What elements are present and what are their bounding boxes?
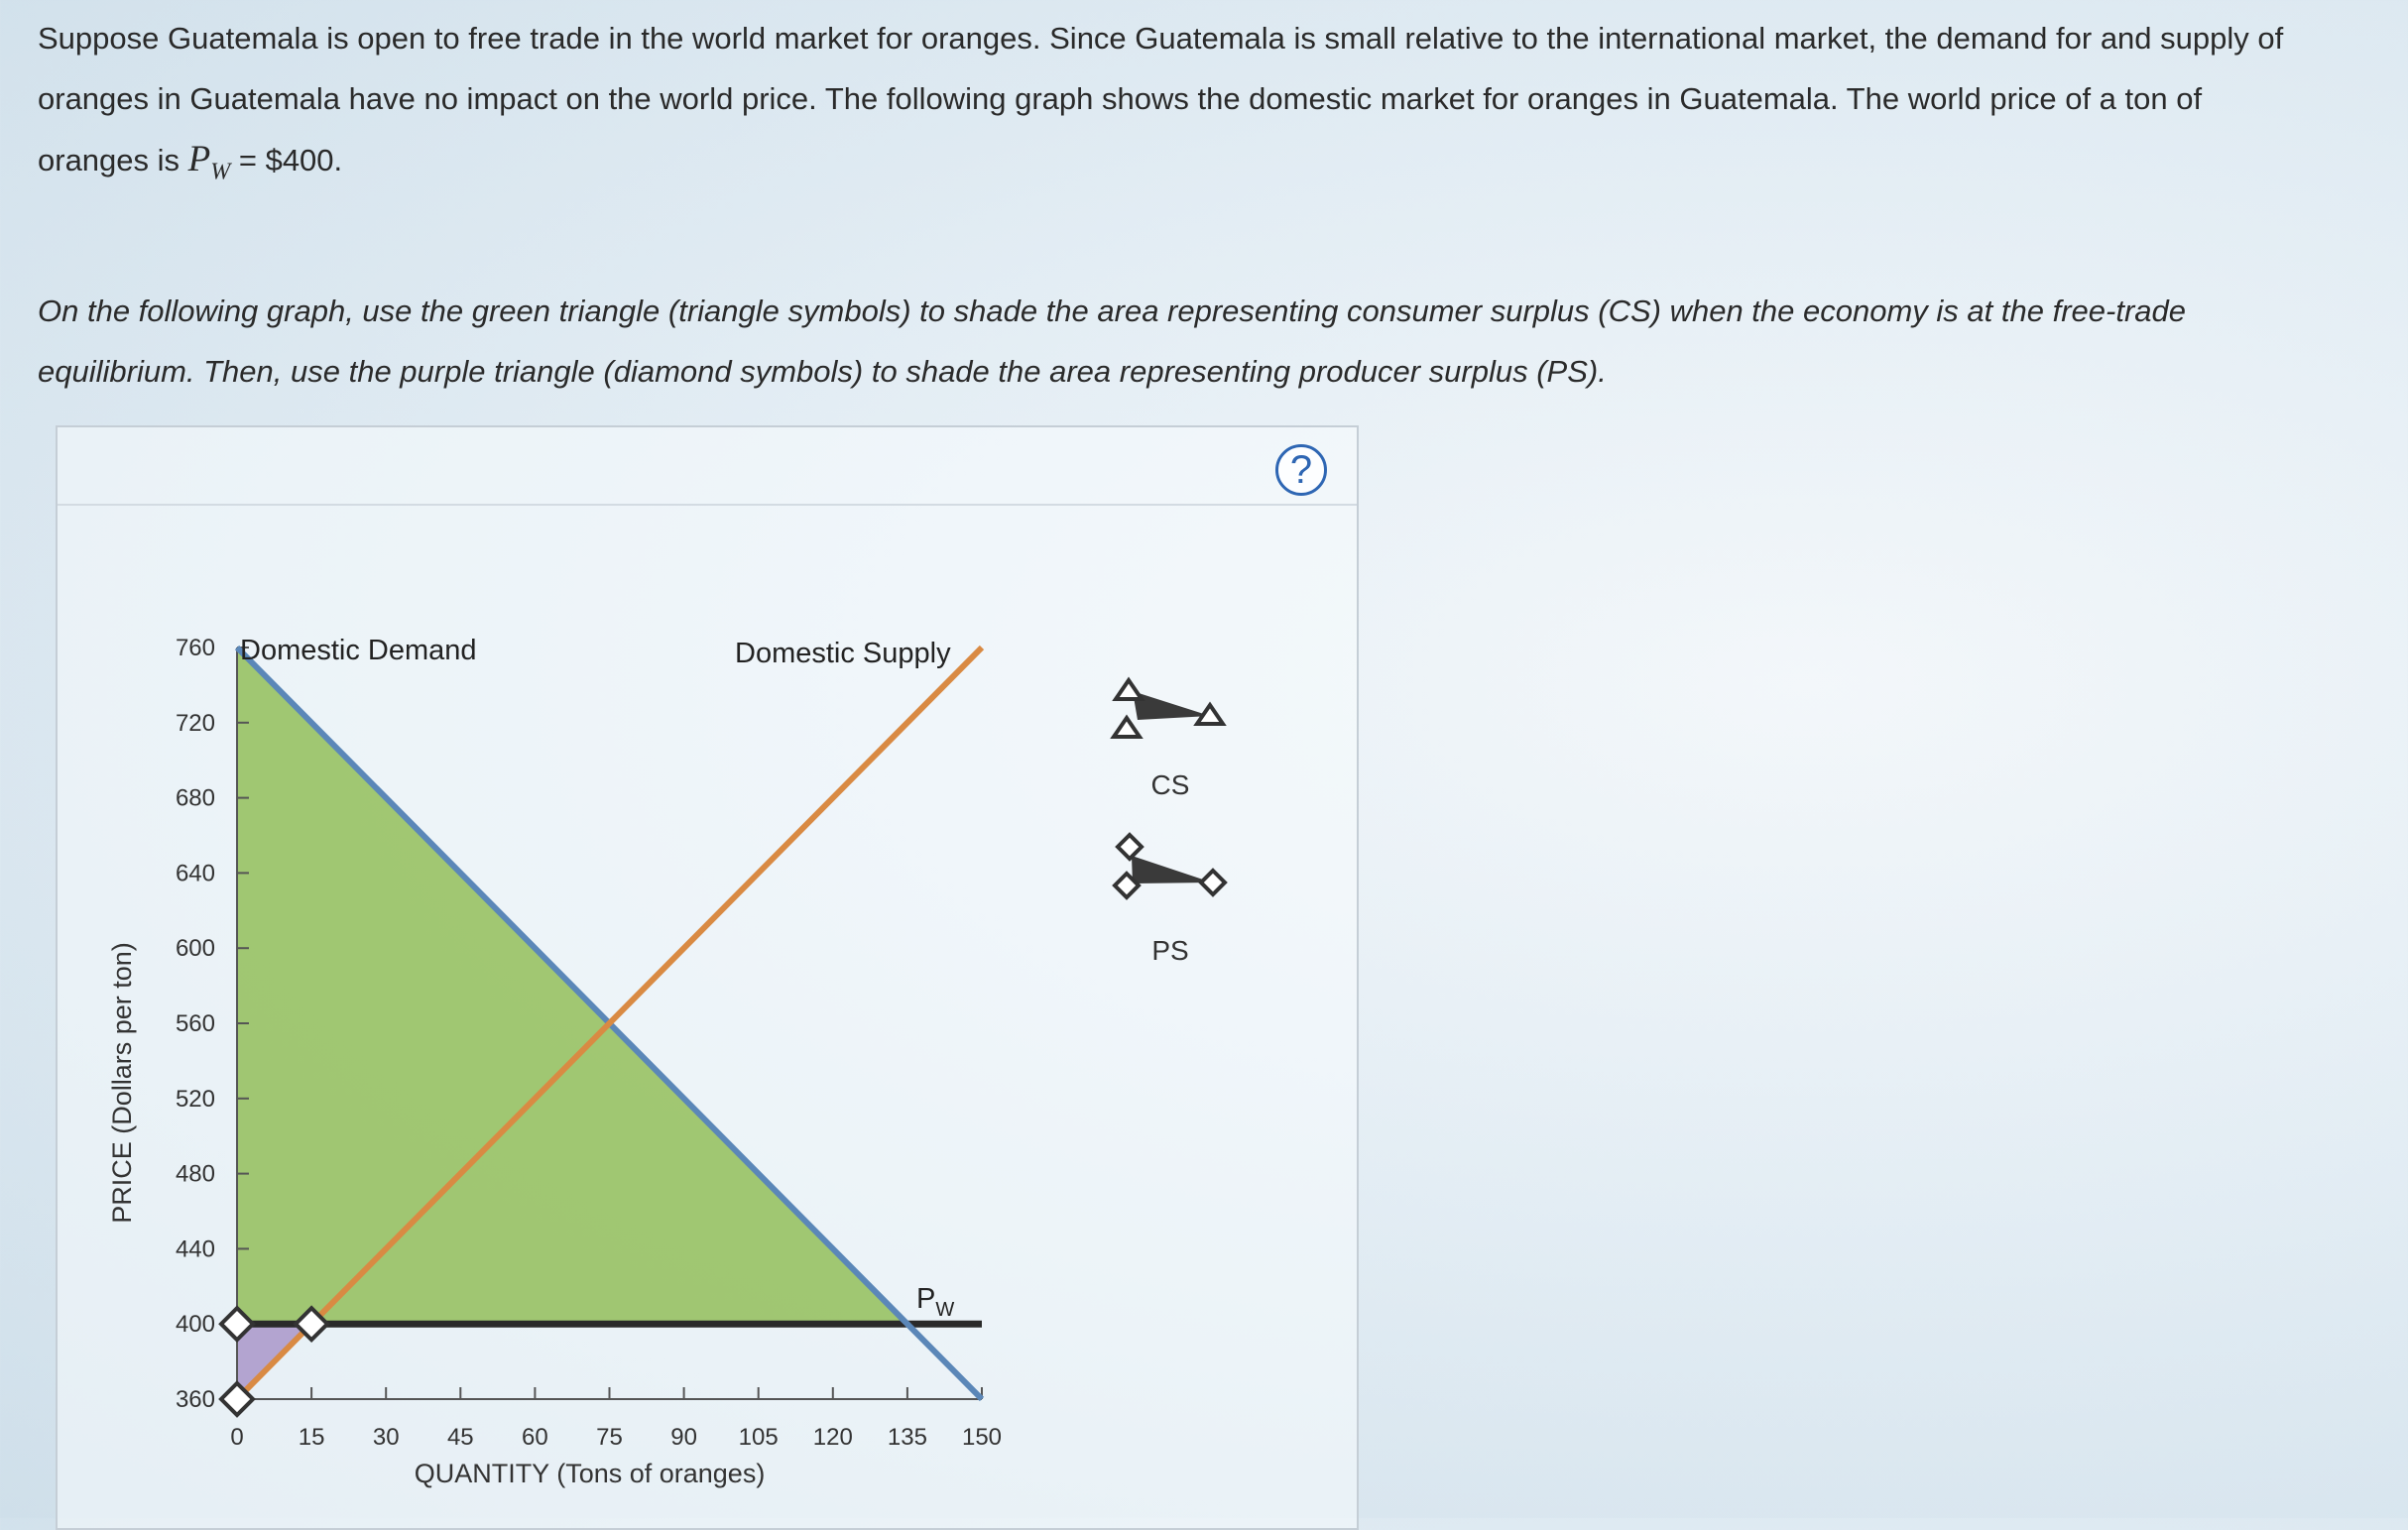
y-tick-label: 440 <box>175 1236 215 1263</box>
x-tick-label: 135 <box>887 1424 927 1451</box>
help-button[interactable]: ? <box>1275 444 1327 496</box>
ps-diamond-handle[interactable] <box>1118 835 1142 859</box>
x-tick-label: 30 <box>372 1424 400 1451</box>
x-tick-label: 150 <box>961 1424 1003 1451</box>
world-price-value: = $400. <box>230 143 343 177</box>
y-tick-label: 720 <box>175 709 215 737</box>
graph-panel <box>56 425 1359 1530</box>
graph-area[interactable] <box>58 427 1357 1518</box>
x-tick-label: 0 <box>230 1424 244 1451</box>
y-tick-label: 760 <box>175 635 215 661</box>
y-tick-label: 480 <box>175 1160 215 1188</box>
x-tick-label: 15 <box>298 1424 325 1451</box>
cs-triangle-tool[interactable] <box>1133 691 1210 720</box>
y-tick-label: 520 <box>175 1085 215 1113</box>
y-tick-label: 600 <box>175 935 215 963</box>
x-tick-label: 75 <box>596 1424 623 1451</box>
question-instruction: On the following graph, use the green triangle (triangle symbols) to shade the area representing consumer surplus (CS) when the economy is at the free-trade equilibrium. Then, use the purple triangle (diamond symbols) to shade the area representing producer surplus (PS). <box>38 294 2186 389</box>
y-tick-label: 360 <box>175 1386 215 1413</box>
world-price-symbol: $P_W$ <box>187 139 231 185</box>
y-tick-label: 560 <box>175 1010 215 1037</box>
question-intro <box>38 8 2289 202</box>
domestic-demand-label: Domestic Demand <box>240 635 477 666</box>
cs-triangle-handle[interactable] <box>1114 718 1140 737</box>
world-price-label: $P_W$ <box>916 1283 955 1321</box>
y-axis-title: PRICE (Dollars per ton) <box>107 942 137 1224</box>
x-tick-label: 45 <box>446 1424 474 1451</box>
ps-diamond-tool[interactable] <box>1132 856 1212 883</box>
x-tick-label: 60 <box>522 1424 548 1451</box>
x-tick-label: 90 <box>670 1424 697 1451</box>
y-tick-label: 400 <box>175 1311 215 1339</box>
x-tick-label: 105 <box>738 1424 779 1451</box>
y-tick-label: 640 <box>175 860 215 887</box>
x-tick-label: 120 <box>812 1424 853 1451</box>
cs-tool-label: CS <box>1150 769 1190 800</box>
y-tick-label: 680 <box>175 784 215 812</box>
intro-text: Suppose Guatemala is open to free trade in the world market for oranges. Since Guatemala is small relative to the international market, the demand for and supply of oranges in Guatemala have no impact on the world price. The following graph shows the domestic market for oranges in Guatemala. The world price of a ton of oranges is <box>38 21 2284 177</box>
ps-tool-label: PS <box>1151 935 1189 966</box>
ps-diamond-handle[interactable] <box>1201 871 1225 894</box>
domestic-supply-label: Domestic Supply <box>735 638 951 669</box>
x-axis-title: QUANTITY (Tons of oranges) <box>414 1459 766 1488</box>
cs-triangle-handle[interactable] <box>1116 680 1142 699</box>
